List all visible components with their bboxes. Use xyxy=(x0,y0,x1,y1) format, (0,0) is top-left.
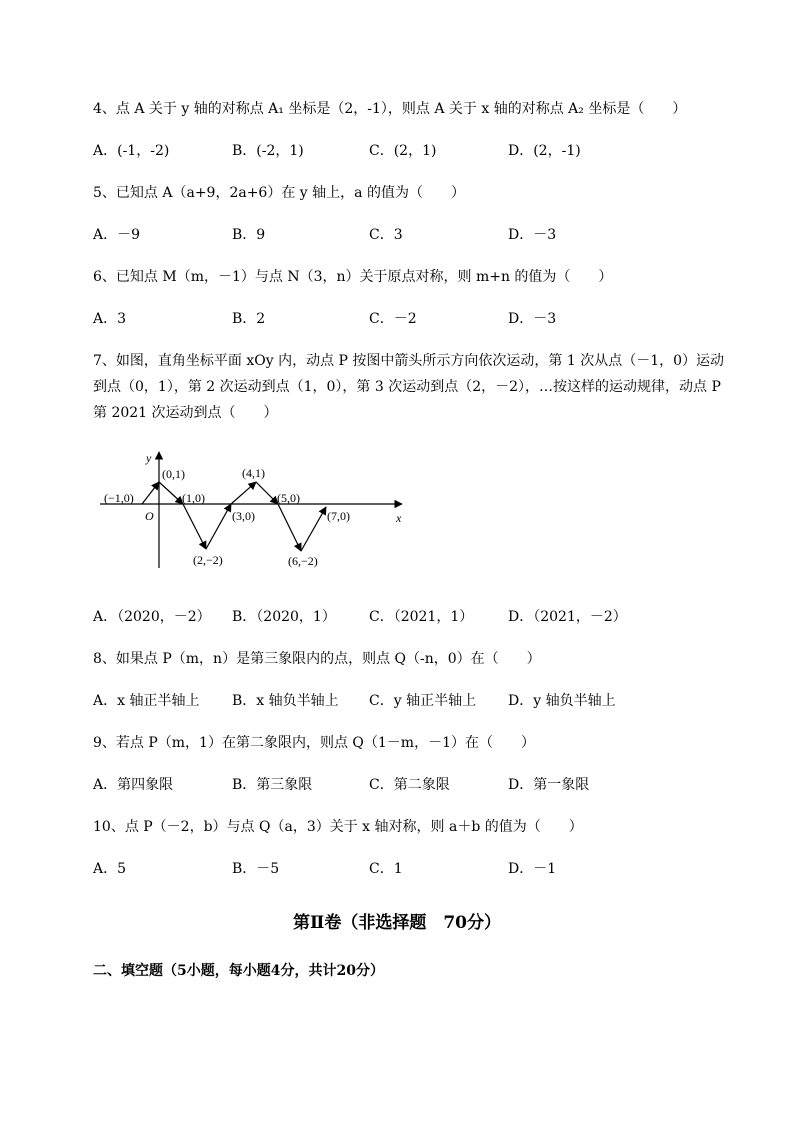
q6-stem: 6、已知点 M（m，－1）与点 N（3，n）关于原点对称，则 m+n 的值为（ ） xyxy=(93,269,613,285)
q4-option-d: D．(2，-1) xyxy=(508,143,581,159)
q7-option-c: C．（2021，1） xyxy=(369,609,474,625)
move-7 xyxy=(278,504,301,551)
x-axis-label: x xyxy=(396,511,402,525)
label-point-7-0: (7,0) xyxy=(327,509,350,523)
q8-stem: 8、如果点 P（m，n）是第三象限内的点，则点 Q（-n，0）在（ ） xyxy=(93,651,541,667)
q4-stem: 4、点 A 关于 y 轴的对称点 A₁ 坐标是（2，-1），则点 A 关于 x 轴的对称点 A₂ 坐标是（ ） xyxy=(93,101,687,117)
label-point-4-1: (4,1) xyxy=(242,466,265,480)
label-point-0-1: (0,1) xyxy=(162,467,185,481)
q9-option-b: B．第三象限 xyxy=(232,777,313,793)
move-1 xyxy=(142,482,159,504)
q7-stem-line3: 第 2021 次运动到点（ ） xyxy=(93,405,278,421)
label-point-6-neg2: (6,−2) xyxy=(288,554,318,568)
q10-option-b: B．－5 xyxy=(232,861,280,877)
q9-option-a: A．第四象限 xyxy=(93,777,174,793)
move-6 xyxy=(256,482,278,504)
move-4 xyxy=(206,504,231,549)
q5-option-c: C．3 xyxy=(369,227,403,243)
move-8 xyxy=(301,507,326,551)
move-5 xyxy=(231,482,256,504)
q8-option-c: C．y 轴正半轴上 xyxy=(369,693,477,709)
q10-stem: 10、点 P（－2，b）与点 Q（a，3）关于 x 轴对称，则 a＋b 的值为（ ） xyxy=(93,819,583,835)
q5-option-d: D．－3 xyxy=(508,227,557,243)
q9-option-c: C．第二象限 xyxy=(369,777,450,793)
label-point-1-0: (1,0) xyxy=(182,491,205,505)
label-point-neg1-0: (−1,0) xyxy=(104,491,134,505)
move-3 xyxy=(183,504,206,549)
q10-option-a: A．5 xyxy=(93,861,127,877)
q6-option-a: A．3 xyxy=(93,311,127,327)
q5-stem: 5、已知点 A（a+9，2a+6）在 y 轴上，a 的值为（ ） xyxy=(93,185,465,201)
q9-option-d: D．第一象限 xyxy=(508,777,590,793)
q10-option-d: D．－1 xyxy=(508,861,557,877)
q6-option-d: D．－3 xyxy=(508,311,557,327)
move-2 xyxy=(159,482,183,504)
q8-option-d: D．y 轴负半轴上 xyxy=(508,693,616,709)
q6-option-c: C．－2 xyxy=(369,311,417,327)
q4-option-b: B．(-2，1) xyxy=(232,143,304,159)
q7-option-d: D．（2021，－2） xyxy=(508,609,627,625)
q5-option-a: A．－9 xyxy=(93,227,141,243)
label-point-2-neg2: (2,−2) xyxy=(193,553,223,567)
q9-stem: 9、若点 P（m，1）在第二象限内，则点 Q（1－m，－1）在（ ） xyxy=(93,735,535,751)
q6-option-b: B．2 xyxy=(232,311,266,327)
q7-stem-line2: 到点（0，1），第 2 次运动到点（1，0），第 3 次运动到点（2，－2），…按这样的运动规律，动点 P xyxy=(93,379,721,395)
label-point-5-0: (5,0) xyxy=(277,491,300,505)
origin-label: O xyxy=(145,509,154,523)
q7-option-a: A．（2020，－2） xyxy=(93,609,211,625)
q8-option-b: B．x 轴负半轴上 xyxy=(232,693,339,709)
q8-option-a: A．x 轴正半轴上 xyxy=(93,693,200,709)
section-2-subtitle: 二、填空题（5小题，每小题4分，共计20分） xyxy=(93,963,384,979)
q7-option-b: B．（2020，1） xyxy=(232,609,336,625)
q5-option-b: B．9 xyxy=(232,227,266,243)
y-axis-label: y xyxy=(146,451,152,465)
q7-motion-diagram xyxy=(96,448,416,574)
label-point-3-0: (3,0) xyxy=(232,509,255,523)
q10-option-c: C．1 xyxy=(369,861,403,877)
section-2-title: 第Ⅱ卷（非选择题 70分） xyxy=(293,913,501,933)
q4-option-a: A．(-1，-2) xyxy=(93,143,170,159)
q7-stem-line1: 7、如图，直角坐标平面 xOy 内，动点 P 按图中箭头所示方向依次运动，第 1 次从点（－1，0）运动 xyxy=(93,353,725,369)
q4-option-c: C．(2，1) xyxy=(369,143,437,159)
